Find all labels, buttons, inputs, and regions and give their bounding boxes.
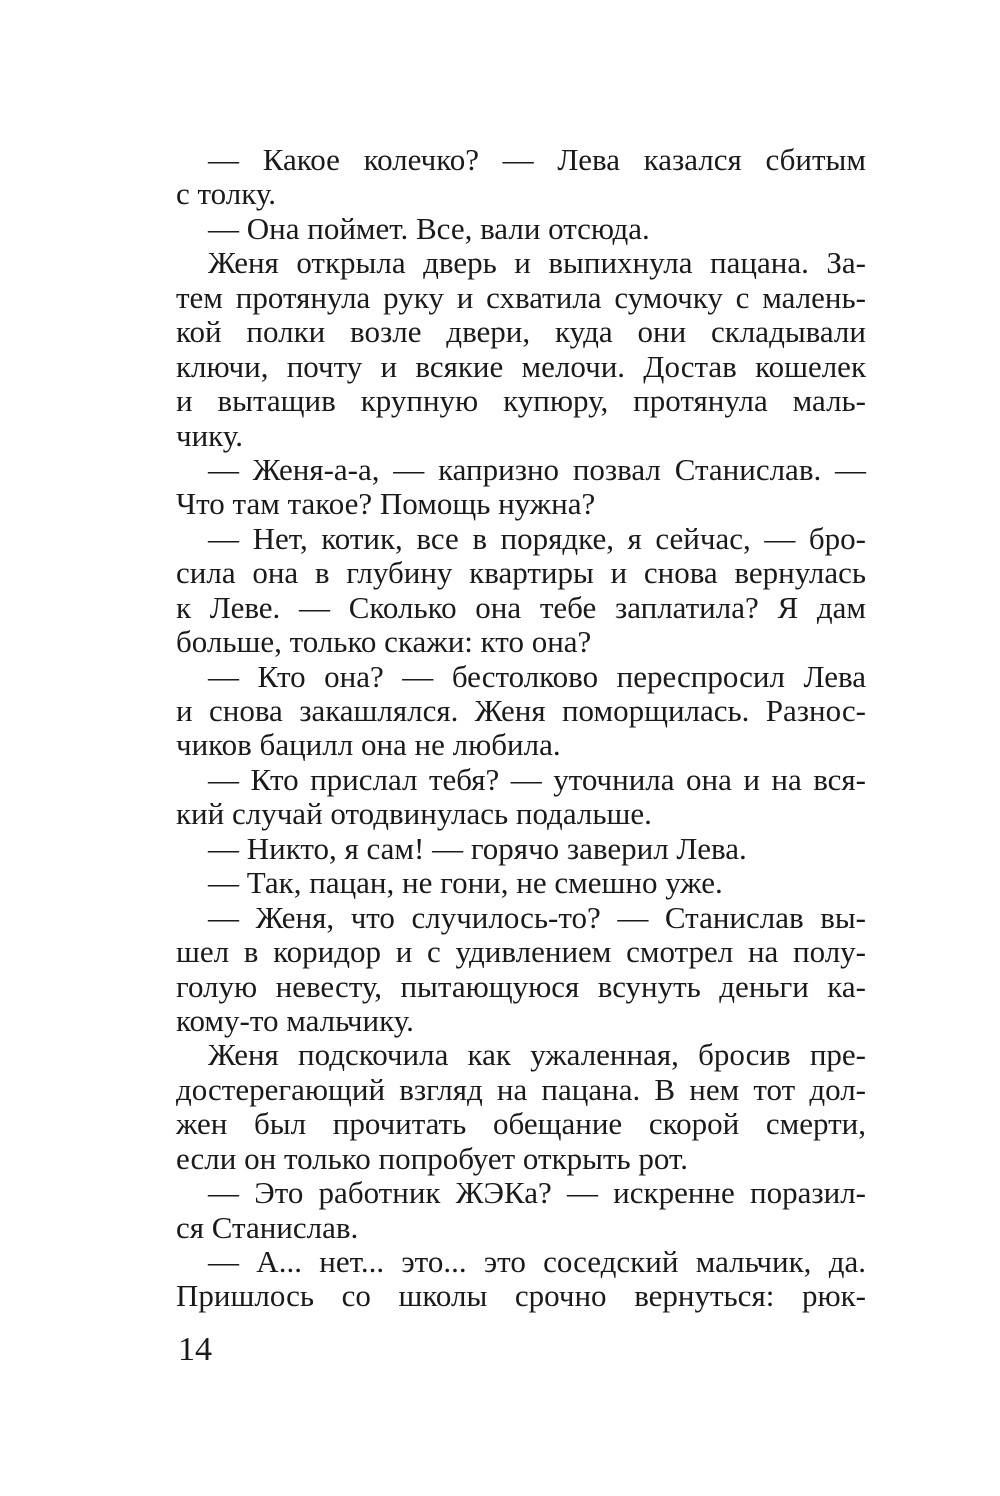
text-line: Женя открыла дверь и выпихнула пацана. За- bbox=[208, 245, 866, 281]
text-line: — А... нет... это... это соседский мальчик, да. bbox=[208, 1244, 866, 1279]
text-line: больше, только скажи: кто она? bbox=[176, 624, 592, 660]
text-line: — Нет, котик, все в порядке, я сейчас, — бро- bbox=[208, 520, 866, 556]
text-line: — Она поймет. Все, вали отсюда. bbox=[208, 210, 650, 246]
text-line: кому-то мальчику. bbox=[176, 1002, 414, 1038]
text-line: ключи, почту и всякие мелочи. Достав кошелек bbox=[176, 348, 866, 384]
text-line: чику. bbox=[176, 417, 243, 453]
text-line: шел в коридор и с удивлением смотрел на полу- bbox=[176, 934, 866, 970]
text-line: жен был прочитать обещание скорой смерти, bbox=[176, 1106, 866, 1142]
text-line: чиков бацилл она не любила. bbox=[176, 727, 561, 763]
text-line: ся Станислав. bbox=[176, 1209, 359, 1245]
text-line: и вытащив крупную купюру, протянула маль- bbox=[176, 383, 866, 419]
page-number: 14 bbox=[178, 1331, 212, 1368]
text-line: — Так, пацан, не гони, не смешно уже. bbox=[208, 865, 723, 901]
text-line: если он только попробует открыть рот. bbox=[176, 1140, 688, 1176]
text-line: кой полки возле двери, куда они складывали bbox=[176, 314, 866, 350]
text-line: — Какое колечко? — Лева казался сбитым bbox=[208, 142, 866, 177]
text-line: — Это работник ЖЭКа? — искренне поразил- bbox=[208, 1175, 866, 1211]
text-line: — Кто она? — бестолково переспросил Лева bbox=[208, 658, 866, 694]
text-line: достерегающий взгляд на пацана. В нем тот дол- bbox=[176, 1071, 866, 1107]
text-line: — Женя, что случилось-то? — Станислав вы- bbox=[208, 899, 866, 935]
text-line: — Никто, я сам! — горячо заверил Лева. bbox=[208, 830, 747, 866]
text-line: с толку. bbox=[176, 176, 276, 212]
text-line: — Кто прислал тебя? — уточнила она и на вся- bbox=[208, 761, 866, 797]
text-line: — Женя-а-а, — капризно позвал Станислав. — bbox=[208, 451, 866, 487]
text-line: Что там такое? Помощь нужна? bbox=[176, 486, 596, 522]
text-line: сила она в глубину квартиры и снова вернулась bbox=[176, 555, 866, 591]
text-line: и снова закашлялся. Женя поморщилась. Разнос- bbox=[176, 693, 866, 728]
text-line: Женя подскочила как ужаленная, бросив пре- bbox=[208, 1037, 866, 1073]
text-line: голую невесту, пытающуюся всунуть деньги ка- bbox=[176, 968, 866, 1004]
text-line: кий случай отодвинулась подальше. bbox=[176, 796, 652, 832]
body-text bbox=[176, 143, 866, 1314]
text-line: тем протянула руку и схватила сумочку с малень- bbox=[176, 279, 866, 315]
text-line: к Леве. — Сколько она тебе заплатила? Я дам bbox=[176, 589, 866, 625]
text-line: Пришлось со школы срочно вернуться: рюк- bbox=[176, 1278, 866, 1314]
